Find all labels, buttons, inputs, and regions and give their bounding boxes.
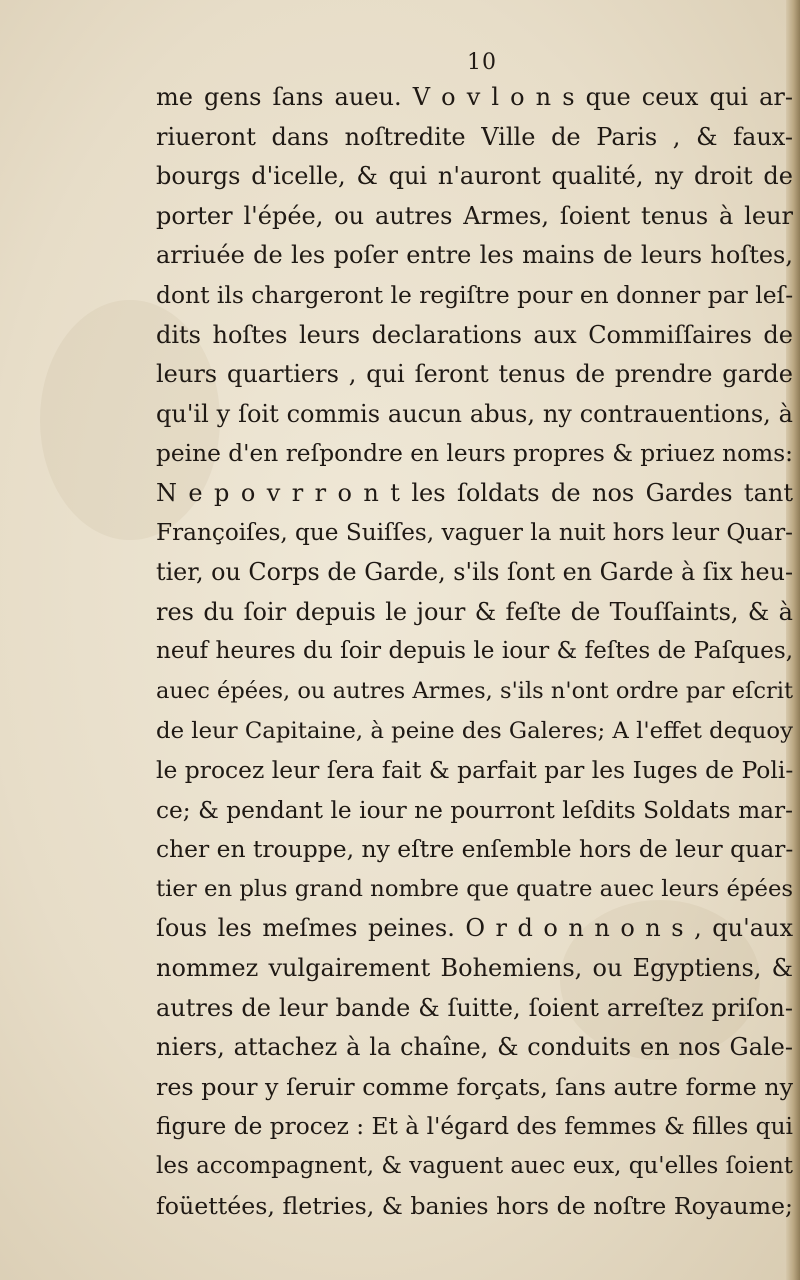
text-line: porter l'épée, ou autres Armes, ſoient tenus à leur bbox=[156, 201, 793, 230]
text-line: Françoiſes, que Suiſſes, vaguer la nuit hors leur Quar- bbox=[156, 519, 793, 546]
text-line: res du ſoir depuis le jour & feſte de Touſſaints, & à bbox=[156, 597, 793, 626]
text-line: niers, attachez à la chaîne, & conduits en nos Gale- bbox=[156, 1033, 793, 1062]
text-line: autres de leur bande & ſuitte, ſoient arreſtez priſon- bbox=[156, 993, 793, 1022]
text-line: tier en plus grand nombre que quatre auec leurs épées bbox=[156, 875, 794, 902]
text-line: riueront dans noſtredite Ville de Paris , & faux- bbox=[156, 122, 793, 151]
text-line: nommez vulgairement Bohemiens, ou Egyptiens, & bbox=[156, 954, 793, 983]
text-line: N e p o v r r o n t les ſoldats de nos Gardes tant bbox=[156, 478, 793, 507]
text-line: peine d'en reſpondre en leurs propres & priuez noms: bbox=[156, 440, 793, 468]
text-line: ce; & pendant le iour ne pourront leſdits Soldats mar- bbox=[156, 796, 793, 824]
text-line: qu'il y ſoit commis aucun abus, ny contrauentions, à bbox=[156, 399, 793, 428]
text-line: arriuée de les poſer entre les mains de leurs hoſtes, bbox=[156, 241, 793, 270]
text-line: foüettées, fletries, & banies hors de noſtre Royaume; bbox=[156, 1191, 793, 1220]
text-line: ſous les meſmes peines. O r d o n n o n s , qu'aux bbox=[156, 914, 793, 943]
text-line: me gens ſans aueu. V o v l o n s que ceux qui ar- bbox=[156, 83, 793, 111]
text-line: res pour y ſeruir comme forçats, ſans autre forme ny bbox=[156, 1072, 793, 1101]
text-line: de leur Capitaine, à peine des Galeres; A l'effet dequoy bbox=[156, 717, 793, 744]
text-line: leurs quartiers , qui ſeront tenus de prendre garde bbox=[156, 360, 793, 389]
text-line: les accompagnent, & vaguent auec eux, qu'elles ſoient bbox=[156, 1153, 793, 1180]
page-number: 10 bbox=[467, 50, 497, 75]
text-line: tier, ou Corps de Garde, s'ils ſont en Garde à ſix heu- bbox=[156, 558, 793, 587]
text-line: auec épées, ou autres Armes, s'ils n'ont ordre par eſcrit bbox=[156, 677, 793, 704]
text-line: le procez leur ſera fait & parfait par les Iuges de Poli- bbox=[156, 756, 794, 785]
text-line: neuf heures du ſoir depuis le iour & feſtes de Paſques, bbox=[156, 638, 794, 665]
text-line: bourgs d'icelle, & qui n'auront qualité, ny droit de bbox=[156, 162, 793, 191]
body-text bbox=[156, 78, 793, 1226]
text-line: cher en trouppe, ny eſtre enſemble hors de leur quar- bbox=[156, 835, 794, 864]
text-line: dont ils chargeront le regiſtre pour en donner par leſ- bbox=[156, 280, 794, 309]
text-line: dits hoſtes leurs declarations aux Commiſſaires de bbox=[156, 320, 793, 349]
text-line: figure de procez : Et à l'égard des femmes & filles qui bbox=[156, 1113, 793, 1141]
